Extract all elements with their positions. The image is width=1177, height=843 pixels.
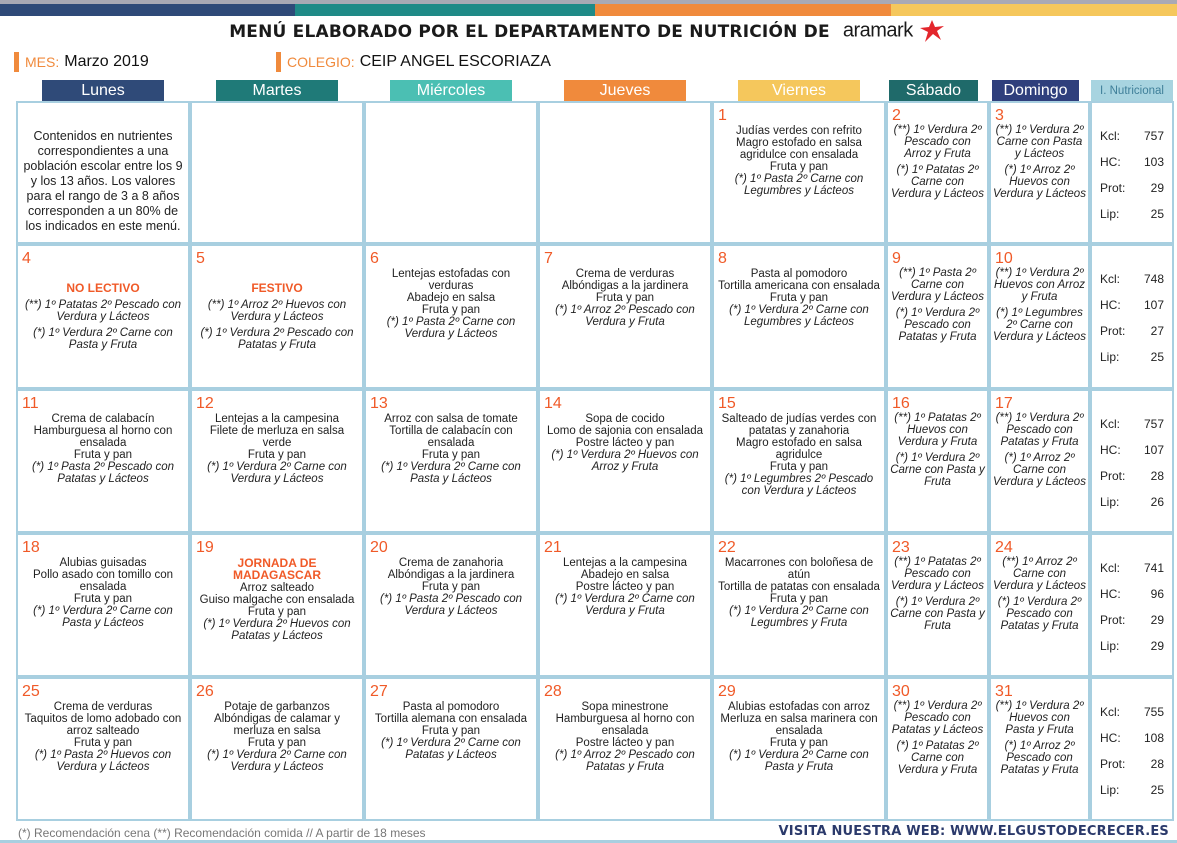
menu-item: Hamburguesa al horno con ensalada (555, 713, 695, 737)
menu-text (716, 268, 882, 328)
month-marker (14, 52, 19, 72)
top-bar-segment (0, 4, 295, 16)
menu-item: Pasta al pomodoro (750, 268, 848, 280)
day-number: 29 (718, 683, 736, 700)
day-cell (364, 533, 538, 677)
menu-item: Crema de zanahoria (398, 557, 504, 569)
menu-text (368, 701, 534, 761)
day-number: 14 (544, 395, 562, 412)
day-header-3: Jueves (564, 80, 686, 101)
nutrition-row-hc (1100, 155, 1164, 169)
day-cell (989, 101, 1090, 244)
nutrition-row-kcl (1100, 129, 1164, 143)
menu-recommendation: (*) 1º Legumbres 2º Carne con Verdura y Lácteos (993, 307, 1086, 343)
menu-item: Pollo asado con tomillo con ensalada (33, 569, 173, 593)
runner-star-icon (918, 18, 948, 44)
nutrition-value: 107 (1143, 298, 1164, 312)
nutrition-row-prot (1100, 324, 1164, 338)
menu-item: Albóndigas a la jardinera (387, 569, 515, 581)
menu-recommendation: (*) 1º Verdura 2º Carne con Pasta y Lácteos (381, 461, 521, 485)
nutrition-row-lip (1100, 639, 1164, 653)
day-number: 23 (892, 539, 910, 556)
menu-recommendation: (*) 1º Verdura 2º Carne con Legumbres y Fruta (729, 605, 869, 629)
day-cell (538, 389, 712, 533)
menu-item: Merluza en salsa marinera con ensalada (720, 713, 878, 737)
menu-item: Albóndigas de calamar y merluza en salsa (214, 713, 340, 737)
menu-item: Alubias guisadas (59, 557, 147, 569)
nutrition-row-lip (1100, 783, 1164, 797)
day-header-2: Miércoles (390, 80, 512, 101)
menu-item: Lentejas a la campesina (562, 557, 688, 569)
menu-item: Arroz con salsa de tomate (384, 413, 518, 425)
nutrition-label: Lip: (1100, 783, 1120, 797)
menu-recommendation: (*) 1º Pasta 2º Pescado con Verdura y Lácteos (379, 593, 522, 617)
menu-recommendation: (*) 1º Verdura 2º Carne con Pasta y Fruta (890, 596, 985, 632)
menu-text (194, 701, 360, 773)
nutrition-row-prot (1100, 757, 1164, 771)
day-header-4: Viernes (738, 80, 860, 101)
menu-recommendation: (*) 1º Verdura 2º Carne con Pasta y Fruta (890, 452, 985, 488)
day-number: 5 (196, 250, 205, 267)
month-value: Marzo 2019 (64, 53, 149, 70)
menu-recommendation: (*) 1º Verdura 2º Huevos con Arroz y Fruta (551, 449, 699, 473)
menu-recommendation: (*) 1º Verdura 2º Carne con Legumbres y Lácteos (729, 304, 869, 328)
menu-item: Arroz salteado (239, 582, 315, 594)
menu-item: Fruta y pan (73, 449, 133, 461)
menu-text (20, 557, 186, 629)
menu-recommendation: (*) 1º Verdura 2º Carne con Pasta y Fruta (729, 749, 869, 773)
menu-recommendation: (*) 1º Pasta 2º Huevos con Verdura y Lácteos (34, 749, 172, 773)
menu-item: Macarrones con boloñesa de atún (724, 557, 874, 581)
day-number: 6 (370, 250, 379, 267)
menu-item: Postre lácteo y pan (575, 581, 675, 593)
logo-text: aramark (842, 19, 913, 42)
day-header-7: I. Nutricional (1091, 80, 1173, 101)
menu-text (20, 701, 186, 773)
menu-text (890, 700, 985, 776)
menu-text (993, 412, 1086, 488)
nutrition-row-kcl (1100, 417, 1164, 431)
day-number: 28 (544, 683, 562, 700)
nutrition-label: Lip: (1100, 639, 1120, 653)
nutrition-value: 107 (1143, 443, 1164, 457)
day-number: 31 (995, 683, 1013, 700)
nutrition-label: Kcl: (1100, 272, 1121, 286)
menu-item: Albóndigas a la jardinera (561, 280, 689, 292)
day-number: 4 (22, 250, 31, 267)
day-cell (190, 677, 364, 821)
day-cell (886, 101, 989, 244)
nutrition-row-prot (1100, 469, 1164, 483)
day-cell (886, 533, 989, 677)
menu-item: Tortilla americana con ensalada (718, 280, 880, 292)
school-marker (276, 52, 281, 72)
day-cell (886, 677, 989, 821)
menu-item: Fruta y pan (595, 292, 655, 304)
nutrition-row-lip (1100, 495, 1164, 509)
menu-text (542, 268, 708, 328)
day-number: 26 (196, 683, 214, 700)
day-cell (538, 677, 712, 821)
menu-text (368, 413, 534, 485)
menu-item: Fruta y pan (247, 449, 307, 461)
day-cell (16, 389, 190, 533)
nutrition-value: 108 (1143, 731, 1164, 745)
menu-item: Abadejo en salsa (406, 292, 496, 304)
nutrition-value: 27 (1150, 324, 1164, 338)
school-value: CEIP ANGEL ESCORIAZA (359, 53, 551, 70)
day-header-5: Sábado (889, 80, 978, 101)
day-number: 10 (995, 250, 1013, 267)
menu-item: Magro estofado en salsa agridulce con ensalada (736, 137, 862, 161)
menu-text (20, 413, 186, 485)
nutrition-value: 96 (1150, 587, 1164, 601)
nutrition-value: 25 (1150, 783, 1164, 797)
nutrition-value: 748 (1143, 272, 1164, 286)
day-number: 18 (22, 539, 40, 556)
menu-recommendation: (*) 1º Verdura 2º Huevos con Patatas y Lácteos (203, 618, 351, 642)
page-title: MENÚ ELABORADO POR EL DEPARTAMENTO DE NUTRICIÓN DE (229, 22, 830, 42)
menu-item: Filete de merluza en salsa verde (209, 425, 345, 449)
menu-recommendation: (*) 1º Verdura 2º Pescado con Patatas y Fruta (895, 307, 980, 343)
day-number: 12 (196, 395, 214, 412)
nutrition-intro-text: Contenidos en nutrientes correspondientes a una población escolar entre los 9 y los 13 años. Los valores para el rango de 3 a 8 años corresponden a un 80% de los indicados en este menú. (23, 129, 183, 233)
month-label: MES: (25, 54, 60, 70)
school-label: COLEGIO: (287, 54, 355, 70)
nutrition-label: HC: (1100, 155, 1121, 169)
top-bar-segment (595, 4, 891, 16)
menu-text (716, 125, 882, 197)
menu-recommendation: (*) 1º Arroz 2º Carne con Verdura y Lácteos (993, 452, 1086, 488)
day-number: 15 (718, 395, 736, 412)
menu-item: Fruta y pan (769, 461, 829, 473)
nutrition-value: 757 (1143, 417, 1164, 431)
menu-recommendation: (*) 1º Legumbres 2º Pescado con Verdura y Lácteos (724, 473, 874, 497)
nutrition-row-kcl (1100, 561, 1164, 575)
menu-item: Fruta y pan (247, 737, 307, 749)
top-bar-segment (295, 4, 595, 16)
header (0, 18, 1177, 46)
nutrition-value: 741 (1143, 561, 1164, 575)
menu-item: Fruta y pan (421, 725, 481, 737)
menu-text (890, 124, 985, 200)
menu-item: Fruta y pan (769, 161, 829, 173)
menu-highlight: FESTIVO (251, 281, 303, 295)
nutrition-cell (1090, 533, 1174, 677)
nutrition-label: Prot: (1100, 469, 1126, 483)
nutrition-value: 103 (1143, 155, 1164, 169)
day-cell (712, 533, 886, 677)
day-cell (886, 244, 989, 389)
nutrition-label: Lip: (1100, 350, 1120, 364)
menu-recommendation: (**) 1º Arroz 2º Carne con Verdura y Lácteos (993, 556, 1086, 592)
menu-item: Crema de verduras (575, 268, 675, 280)
nutrition-value: 25 (1150, 350, 1164, 364)
menu-text (890, 412, 985, 488)
nutrition-label: Lip: (1100, 495, 1120, 509)
nutrition-cell (1090, 389, 1174, 533)
menu-item: Magro estofado en salsa agridulce (736, 437, 862, 461)
day-number: 27 (370, 683, 388, 700)
menu-item: Lentejas a la campesina (214, 413, 340, 425)
day-number: 20 (370, 539, 388, 556)
nutrition-value: 28 (1150, 757, 1164, 771)
day-cell (538, 244, 712, 389)
nutrition-row-kcl (1100, 272, 1164, 286)
day-cell (712, 389, 886, 533)
menu-item: Guiso malgache con ensalada (199, 594, 355, 606)
nutrition-row-prot (1100, 613, 1164, 627)
menu-recommendation: (*) 1º Pasta 2º Pescado con Patatas y Lácteos (31, 461, 174, 485)
day-number: 8 (718, 250, 727, 267)
school-field (276, 51, 776, 73)
nutrition-label: Lip: (1100, 207, 1120, 221)
day-cell (16, 533, 190, 677)
menu-item: Alubias estofadas con arroz (728, 701, 870, 713)
menu-highlight: JORNADA DE MADAGASCAR (233, 556, 321, 582)
nutrition-row-lip (1100, 350, 1164, 364)
menu-recommendation: (**) 1º Verdura 2º Pescado con Patatas y Fruta (995, 412, 1084, 448)
nutrition-label: HC: (1100, 587, 1121, 601)
nutrition-label: Kcl: (1100, 417, 1121, 431)
nutrition-cell (1090, 244, 1174, 389)
nutrition-cell (1090, 677, 1174, 821)
nutrition-label: Kcl: (1100, 129, 1121, 143)
menu-text (716, 557, 882, 629)
day-header-1: Martes (216, 80, 338, 101)
menu-item: Fruta y pan (769, 593, 829, 605)
menu-text (716, 701, 882, 773)
menu-recommendation: (*) 1º Verdura 2º Pescado con Patatas y Fruta (200, 327, 354, 351)
menu-text (542, 701, 708, 773)
day-cell (190, 101, 364, 244)
menu-text (993, 267, 1086, 343)
menu-item: Fruta y pan (247, 606, 307, 618)
day-header-0: Lunes (42, 80, 164, 101)
menu-recommendation: (*) 1º Arroz 2º Pescado con Verdura y Fruta (555, 304, 695, 328)
day-cell (712, 677, 886, 821)
menu-text (542, 557, 708, 617)
menu-text (194, 413, 360, 485)
menu-item: Fruta y pan (421, 449, 481, 461)
menu-text (194, 282, 360, 351)
website-link[interactable]: VISITA NUESTRA WEB: WWW.ELGUSTODECRECER.ES (778, 824, 1169, 839)
menu-item: Tortilla de calabacín con ensalada (389, 425, 513, 449)
menu-item: Lomo de sajonia con ensalada (546, 425, 703, 437)
nutrition-row-hc (1100, 587, 1164, 601)
nutrition-value: 29 (1150, 613, 1164, 627)
menu-text (890, 556, 985, 632)
menu-recommendation: (*) 1º Arroz 2º Pescado con Patatas y Fruta (1000, 740, 1079, 776)
day-number: 11 (22, 395, 39, 412)
day-number: 16 (892, 395, 910, 412)
day-cell (16, 244, 190, 389)
menu-recommendation: (*) 1º Verdura 2º Pescado con Patatas y Fruta (997, 596, 1082, 632)
day-number: 22 (718, 539, 736, 556)
nutrition-row-lip (1100, 207, 1164, 221)
day-number: 17 (995, 395, 1013, 412)
day-cell (712, 101, 886, 244)
menu-item: Fruta y pan (73, 593, 133, 605)
menu-recommendation: (**) 1º Verdura 2º Huevos con Pasta y Fruta (995, 700, 1084, 736)
menu-text (368, 268, 534, 340)
menu-item: Potaje de garbanzos (224, 701, 330, 713)
menu-recommendation: (**) 1º Verdura 2º Huevos con Arroz y Fruta (994, 267, 1085, 303)
day-number: 1 (718, 107, 727, 124)
day-cell (16, 101, 190, 244)
menu-recommendation: (**) 1º Patatas 2º Huevos con Verdura y Fruta (894, 412, 981, 448)
menu-recommendation: (*) 1º Verdura 2º Carne con Verdura y Lácteos (207, 461, 347, 485)
menu-recommendation: (*) 1º Arroz 2º Huevos con Verdura y Lácteos (993, 164, 1086, 200)
menu-recommendation: (**) 1º Patatas 2º Pescado con Verdura y Lácteos (24, 299, 182, 323)
day-cell (712, 244, 886, 389)
menu-text (368, 557, 534, 617)
nutrition-label: Prot: (1100, 324, 1126, 338)
nutrition-row-hc (1100, 731, 1164, 745)
day-number: 3 (995, 107, 1004, 124)
menu-item: Tortilla alemana con ensalada (374, 713, 528, 725)
nutrition-value: 757 (1143, 129, 1164, 143)
menu-recommendation: (**) 1º Verdura 2º Carne con Pasta y Lácteos (995, 124, 1084, 160)
nutrition-label: Kcl: (1100, 561, 1121, 575)
nutrition-value: 28 (1150, 469, 1164, 483)
menu-item: Pasta al pomodoro (402, 701, 500, 713)
menu-recommendation: (*) 1º Patatas 2º Carne con Verdura y Fruta (896, 740, 979, 776)
day-cell (364, 677, 538, 821)
menu-item: Judías verdes con refrito (736, 125, 862, 137)
menu-recommendation: (*) 1º Pasta 2º Carne con Legumbres y Lácteos (734, 173, 864, 197)
menu-item: Hamburguesa al horno con ensalada (33, 425, 173, 449)
menu-item: Salteado de judías verdes con patatas y zanahoria (721, 413, 877, 437)
day-number: 13 (370, 395, 388, 412)
top-bar-segment (891, 4, 1177, 16)
footer-note: (*) Recomendación cena (**) Recomendación comida // A partir de 18 meses (18, 826, 426, 840)
menu-item: Crema de verduras (53, 701, 153, 713)
day-cell (989, 389, 1090, 533)
menu-recommendation: (**) 1º Pasta 2º Carne con Verdura y Lácteos (891, 267, 984, 303)
menu-recommendation: (*) 1º Patatas 2º Carne con Verdura y Lácteos (891, 164, 984, 200)
menu-item: Sopa minestrone (581, 701, 669, 713)
menu-item: Fruta y pan (769, 292, 829, 304)
day-number: 24 (995, 539, 1013, 556)
nutrition-row-prot (1100, 181, 1164, 195)
menu-recommendation: (*) 1º Verdura 2º Carne con Pasta y Lácteos (33, 605, 173, 629)
nutrition-value: 26 (1150, 495, 1164, 509)
menu-item: Postre lácteo y pan (575, 737, 675, 749)
nutrition-row-hc (1100, 298, 1164, 312)
day-number: 19 (196, 539, 214, 556)
nutrition-label: Prot: (1100, 757, 1126, 771)
day-header-6: Domingo (992, 80, 1079, 101)
nutrition-label: HC: (1100, 443, 1121, 457)
menu-item: Abadejo en salsa (580, 569, 670, 581)
menu-item: Fruta y pan (73, 737, 133, 749)
day-cell (989, 533, 1090, 677)
menu-recommendation: (*) 1º Verdura 2º Carne con Patatas y Lácteos (381, 737, 521, 761)
menu-recommendation: (**) 1º Arroz 2º Huevos con Verdura y Lácteos (207, 299, 347, 323)
menu-item: Tortilla de patatas con ensalada (718, 581, 880, 593)
day-cell (989, 677, 1090, 821)
menu-recommendation: (*) 1º Verdura 2º Carne con Verdura y Fruta (555, 593, 695, 617)
day-cell (538, 533, 712, 677)
menu-item: Postre lácteo y pan (575, 437, 675, 449)
day-number: 2 (892, 107, 901, 124)
menu-item: Fruta y pan (421, 304, 481, 316)
day-number: 9 (892, 250, 901, 267)
menu-text (993, 700, 1086, 776)
menu-text (993, 556, 1086, 632)
nutrition-label: Prot: (1100, 613, 1126, 627)
day-number: 7 (544, 250, 553, 267)
menu-item: Fruta y pan (769, 737, 829, 749)
nutrition-label: Kcl: (1100, 705, 1121, 719)
menu-text (890, 267, 985, 343)
day-cell (16, 677, 190, 821)
menu-recommendation: (**) 1º Verdura 2º Pescado con Patatas y Lácteos (891, 700, 984, 736)
nutrition-cell (1090, 101, 1174, 244)
day-cell (364, 244, 538, 389)
nutrition-value: 29 (1150, 181, 1164, 195)
day-number: 30 (892, 683, 910, 700)
menu-item: Sopa de cocido (585, 413, 665, 425)
menu-text (716, 413, 882, 497)
menu-recommendation: (*) 1º Verdura 2º Carne con Pasta y Fruta (33, 327, 173, 351)
nutrition-row-hc (1100, 443, 1164, 457)
nutrition-value: 29 (1150, 639, 1164, 653)
menu-highlight: NO LECTIVO (66, 281, 140, 295)
menu-text (194, 557, 360, 642)
menu-item: Crema de calabacín (51, 413, 155, 425)
menu-text (542, 413, 708, 473)
menu-recommendation: (*) 1º Verdura 2º Carne con Verdura y Lácteos (207, 749, 347, 773)
nutrition-value: 755 (1143, 705, 1164, 719)
menu-item: Taquitos de lomo adobado con arroz salteado (24, 713, 182, 737)
nutrition-value: 25 (1150, 207, 1164, 221)
day-cell (538, 101, 712, 244)
menu-recommendation: (*) 1º Arroz 2º Pescado con Patatas y Fruta (555, 749, 695, 773)
top-color-bar (0, 0, 1177, 16)
nutrition-row-kcl (1100, 705, 1164, 719)
day-cell (190, 533, 364, 677)
nutrition-label: HC: (1100, 731, 1121, 745)
day-number: 25 (22, 683, 40, 700)
aramark-logo (843, 18, 948, 46)
menu-recommendation: (**) 1º Patatas 2º Pescado con Verdura y Lácteos (891, 556, 984, 592)
day-cell (190, 389, 364, 533)
month-field (14, 51, 274, 73)
menu-text (993, 124, 1086, 200)
menu-recommendation: (*) 1º Pasta 2º Carne con Verdura y Lácteos (386, 316, 516, 340)
menu-item: Lentejas estofadas con verduras (391, 268, 511, 292)
day-cell (989, 244, 1090, 389)
nutrition-label: HC: (1100, 298, 1121, 312)
day-cell (190, 244, 364, 389)
day-cell (886, 389, 989, 533)
menu-text (20, 282, 186, 351)
nutrition-label: Prot: (1100, 181, 1126, 195)
menu-item: Fruta y pan (421, 581, 481, 593)
day-cell (364, 389, 538, 533)
day-cell (364, 101, 538, 244)
day-number: 21 (544, 539, 562, 556)
menu-recommendation: (**) 1º Verdura 2º Pescado con Arroz y Fruta (893, 124, 982, 160)
